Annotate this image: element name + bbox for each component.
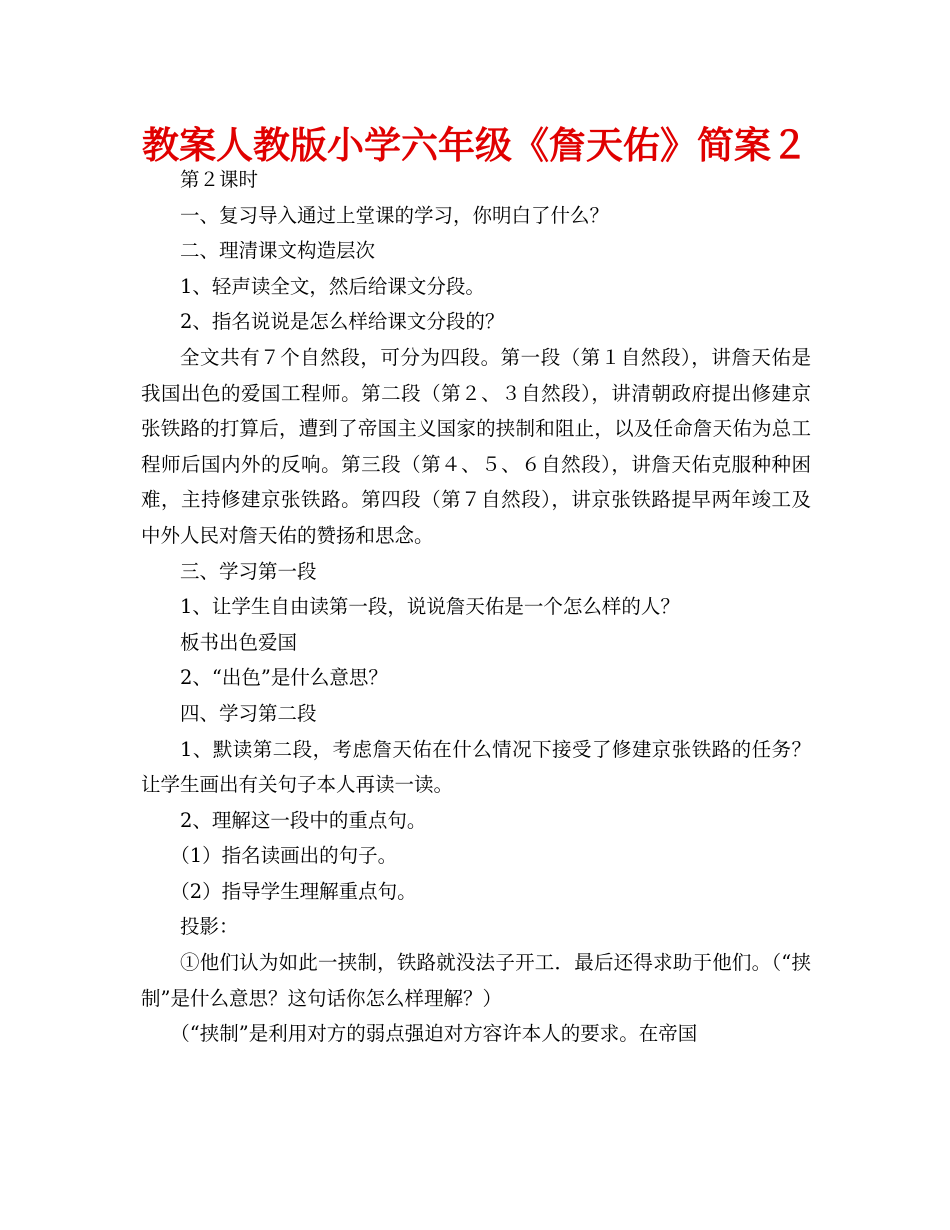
document-body xyxy=(141,162,811,1052)
paragraph-item: 1、轻声读全文，然后给课文分段。 xyxy=(180,274,485,298)
paragraph-lesson-number: 第２课时 xyxy=(180,168,259,191)
paragraph-section-2: 二、理清课文构造层次 xyxy=(180,239,376,263)
document-title: 教案人教版小学六年级《詹天佑》简案２ xyxy=(142,124,808,167)
paragraph-item: 2、理解这一段中的重点句。 xyxy=(180,808,427,832)
paragraph-section-1: 一、复习导入通过上堂课的学习，你明白了什么？ xyxy=(180,203,610,227)
paragraph-explanation: （“挟制”是利用对方的弱点强迫对方容许本人的要求。在帝国 xyxy=(170,1022,698,1046)
paragraph-item: 1、默读第二段，考虑詹天佑在什么情况下接受了修建京张铁路的任务？让学生画出有关句子本人再读一读。 xyxy=(141,737,811,797)
paragraph-item: 1、让学生自由读第一段，说说詹天佑是一个怎么样的人？ xyxy=(180,595,680,619)
paragraph-section-4: 四、学习第二段 xyxy=(180,701,317,725)
paragraph-section-3: 三、学习第一段 xyxy=(180,559,317,583)
paragraph-item: 2、指名说说是怎么样给课文分段的？ xyxy=(180,310,505,334)
paragraph-board-note: 板书出色爱国 xyxy=(180,630,298,654)
paragraph-item: 2、“出色”是什么意思？ xyxy=(180,666,388,690)
paragraph-subitem: （1）指名读画出的句子。 xyxy=(170,844,398,868)
paragraph-projection: 投影： xyxy=(180,915,239,939)
paragraph-summary: 全文共有７个自然段，可分为四段。第一段（第１自然段），讲詹天佑是我国出色的爱国工程师。第二段（第２、３自然段），讲清朝政府提出修建京张铁路的打算后，遭到了帝国主义国家的挟制和阻止，以及任命詹天佑为总工程师后国内外的反响。第三段（第４、５、６自然段），讲詹天佑克服种种困难，主持修建京张铁路。第四段（第７自然段），讲京张铁路提早两年竣工及中外人民对詹天佑的赞扬和思念。 xyxy=(141,345,811,547)
paragraph-quote: ①他们认为如此一挟制，铁路就没法子开工．最后还得求助于他们。（“挟制”是什么意思？这句话你怎么样理解？） xyxy=(141,951,811,1010)
paragraph-subitem: （2）指导学生理解重点句。 xyxy=(170,879,417,903)
